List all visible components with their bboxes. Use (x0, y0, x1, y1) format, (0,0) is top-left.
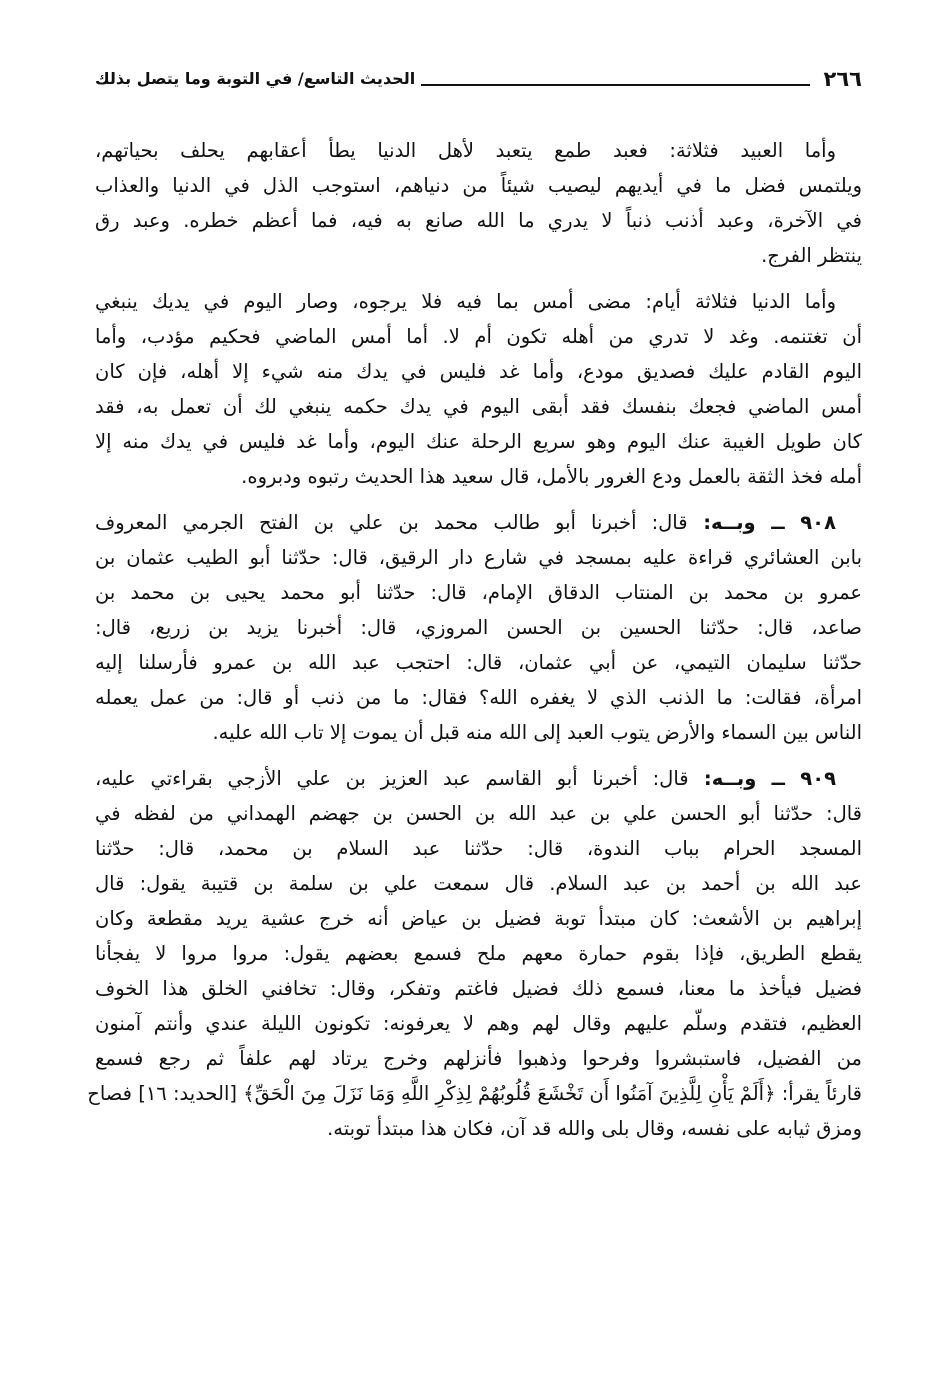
line-text: وأما الدنيا فثلاثة أيام: مضى أمس بما فيه فلا يرجوه، وصار اليوم في يديك ينبغي (95, 290, 836, 313)
text-line (95, 354, 862, 389)
page-body (87, 133, 862, 1157)
text-line (95, 505, 862, 540)
text-line (95, 715, 862, 750)
line-text: في الآخرة، وعبد أذنب ذنباً لا يدري ما الله صانع به فيه، فما أعظم خطره. وعبد رق (95, 209, 862, 232)
line-text: بابن العشائري قراءة عليه بمسجد في شارع دار الرقيق، قال: حدّثنا أبو الطيب عثمان بن (95, 546, 862, 569)
text-line (95, 831, 862, 866)
line-text: إبراهيم بن الأشعث: كان مبتدأ توبة فضيل بن عياض أنه خرج عشية يريد مقطعة وكان (95, 907, 862, 930)
line-text: عمرو بن محمد بن المنتاب الدقاق الإمام، قال: حدّثنا أبو محمد يحيى بن محمد بن (95, 581, 862, 604)
line-text: قال: حدّثنا أبو الحسن علي بن عبد الله بن الحسن بن جهضم الهمداني من لفظه في (95, 802, 862, 825)
text-line (95, 424, 862, 459)
running-title: الحديث التاسع/ في التوبة وما يتصل بذلك (95, 69, 416, 88)
text-line (95, 936, 862, 971)
line-text: أمس الماضي فجعك بنفسك فقد أبقى اليوم في يدك حكمه ينبغي لك أن تعمل به، فقد (95, 395, 862, 418)
line-text: اليوم القادم عليك فصديق مودع، وأما غد فليس في يدك منه شيء إلا أهله، فإن كان (95, 360, 862, 383)
text-line (95, 319, 862, 354)
line-text: قال: أخبرنا أبو طالب محمد بن علي بن الفتح الجرمي المعروف (95, 511, 688, 534)
line-text: قال: أخبرنا أبو القاسم عبد العزيز بن علي الأزجي بقراءتي عليه، (95, 767, 689, 790)
line-text: الناس بين السماء والأرض يتوب العبد إلى الله منه قبل أن يموت إلا تاب الله عليه. (212, 721, 862, 744)
line-text: فضيل فيأخذ ما معنا، فسمع ذلك فضيل فاغتم وتفكر، وقال: تخافني الخلق هذا الخوف (95, 977, 862, 1000)
text-line (95, 389, 862, 424)
hadith-number: ٩٠٩ ــ وبــه: (688, 767, 837, 790)
paragraph (95, 505, 862, 750)
paragraph (95, 284, 862, 494)
line-text: ومزق ثيابه على نفسه، وقال بلى والله قد آن، فكان هذا مبتدأ توبته. (327, 1117, 862, 1140)
text-line (95, 761, 862, 796)
paragraph (87, 761, 862, 1146)
line-text: حدّثنا سليمان التيمي، عن أبي عثمان، قال: احتجب عبد الله بن عمرو فأرسلنا إليه (95, 651, 862, 674)
text-line (95, 1041, 862, 1076)
text-line (95, 284, 862, 319)
text-line (95, 575, 862, 610)
text-line (95, 1111, 862, 1146)
line-text: قارئاً يقرأ: ﴿أَلَمْ يَأْنِ لِلَّذِينَ آمَنُوا أَن تَخْشَعَ قُلُوبُهُمْ لِذِكْرِ اللَّهِ وَمَا نَزَلَ مِنَ الْحَقِّ﴾ [الحديد: ١٦] فصاح (87, 1082, 862, 1105)
text-line (87, 1076, 862, 1111)
page-number: ٢٦٦ (823, 67, 862, 91)
line-text: عبد الله بن أحمد بن عبد السلام. قال سمعت علي بن سلمة بن قتيبة يقول: قال (95, 872, 862, 895)
line-text: ينتظر الفرج. (761, 244, 862, 267)
text-line (95, 168, 862, 203)
text-line (95, 866, 862, 901)
text-line (95, 796, 862, 831)
line-text: أن تغتنمه. وغد لا تدري من أهله تكون أم لا. أما أمس الماضي فحكيم مؤدب، وأما (95, 325, 862, 348)
line-text: يقطع الطريق، فإذا بقوم حمارة معهم ملح فسمع بعضهم يقول: مروا مروا لا يفجأنا (95, 942, 862, 965)
text-line (95, 133, 862, 168)
line-text: كان طويل الغيبة عنك اليوم وهو سريع الرحلة عنك اليوم، وأما غد فليس في يدك منه إلا (95, 430, 862, 453)
text-line (95, 645, 862, 680)
line-text: امرأة، فقالت: ما الذنب الذي لا يغفره الله؟ فقال: ما من ذنب أو قال: من عمل يعمله (95, 686, 862, 709)
line-text: المسجد الحرام بباب الندوة، قال: حدّثنا عبد السلام بن محمد، قال: حدّثنا (95, 837, 862, 860)
line-text: صاعد، قال: حدّثنا الحسين بن الحسن المروزي، قال: أخبرنا يزيد بن زريع، قال: (95, 616, 862, 639)
paragraph (95, 133, 862, 273)
line-text: أمله فخذ الثقة بالعمل ودع الغرور بالأمل، قال سعيد هذا الحديث رتبوه ودبروه. (241, 465, 862, 488)
text-line (95, 540, 862, 575)
text-line (95, 901, 862, 936)
text-line (95, 971, 862, 1006)
text-line (95, 459, 862, 494)
text-line (95, 1006, 862, 1041)
line-text: من الفضيل، فاستبشروا وفرحوا وذهبوا فأنزلهم وخرج يرتاد لهم علفاً ثم رجع فسمع (95, 1047, 862, 1070)
line-text: العظيم، فتقدم وسلّم عليهم وقال لهم وهم لا يعرفونه: تكونون الليلة عندي وأنتم آمنون (95, 1012, 862, 1035)
hadith-number: ٩٠٨ ــ وبــه: (687, 511, 836, 534)
text-line (95, 203, 862, 238)
line-text: وأما العبيد فثلاثة: فعبد طمع يتعبد لأهل الدنيا يطأ أعقابهم يحلف بحياتهم، (95, 139, 836, 162)
header-rule (421, 84, 809, 86)
text-line (95, 680, 862, 715)
line-text: ويلتمس فضل ما في أيديهم ليصيب شيئاً من دنياهم، استوجب الذل في الدنيا والعذاب (95, 174, 862, 197)
text-line (95, 238, 862, 273)
page-header (95, 62, 862, 92)
text-line (95, 610, 862, 645)
